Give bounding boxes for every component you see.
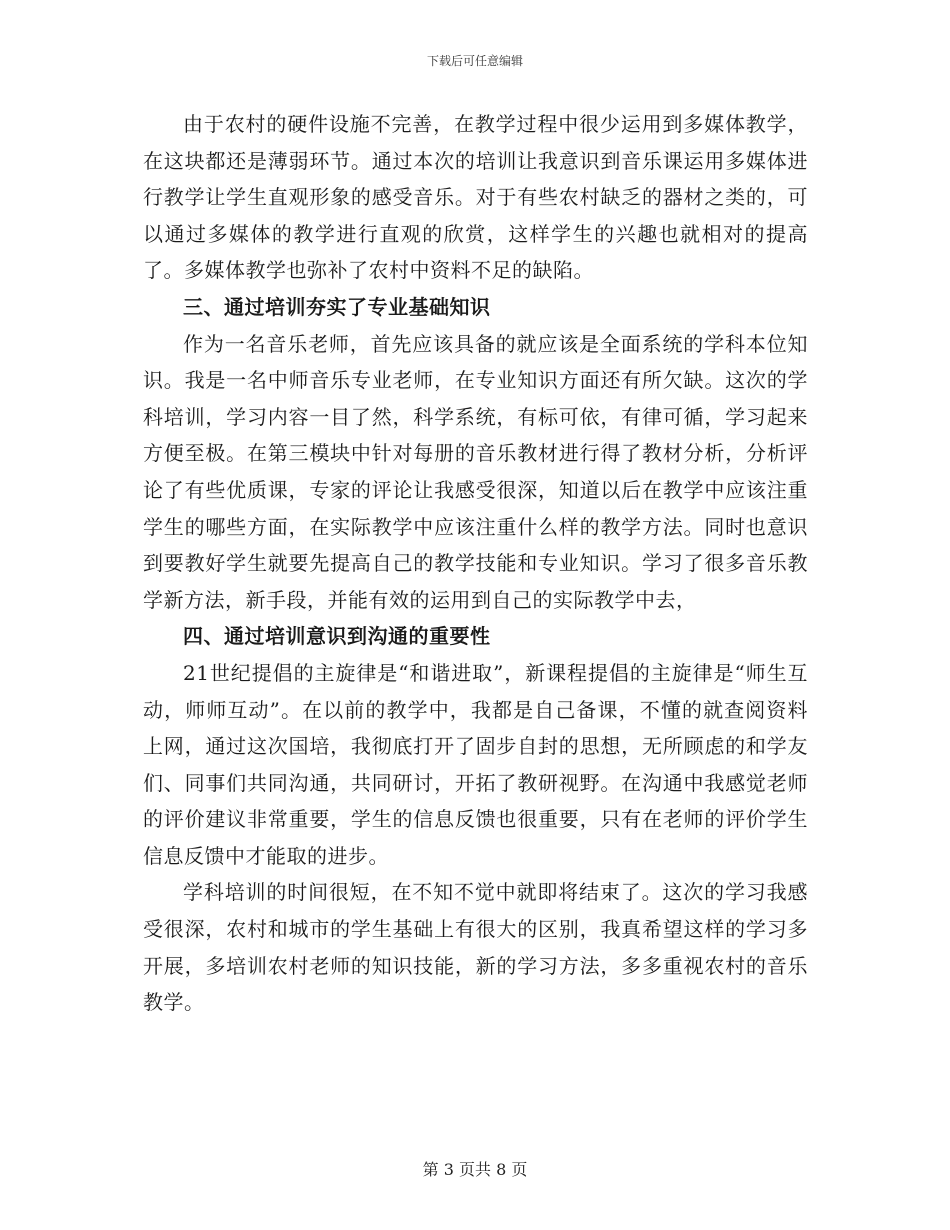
page-header: 下载后可任意编辑 bbox=[426, 54, 523, 68]
paragraph-multimedia: 由于农村的硬件设施不完善，在教学过程中很少运用到多媒体教学，在这块都还是薄弱环节。通过本次的培训让我意识到音乐课运用多媒体进行教学让学生直观形象的感受音乐。对于有些农村缺乏的器材之类的，可以通过多媒体的教学进行直观的欣赏，这样学生的兴趣也就相对的提高了。多媒体教学也弥补了农村中资料不足的缺陷。 bbox=[143, 112, 808, 283]
section-heading-3: 三、通过培训夯实了专业基础知识 bbox=[183, 294, 491, 319]
document-body bbox=[143, 106, 808, 1021]
paragraph-communication: 21世纪提倡的主旋律是“和谐进取”，新课程提倡的主旋律是“师生互动，师师互动”。在以前的教学中，我都是自己备课，不懂的就查阅资料上网，通过这次国培，我彻底打开了固步自封的思想，无所顾虑的和学友们、同事们共同沟通，共同研讨，开拓了教研视野。在沟通中我感觉老师的评价建议非常重要，学生的信息反馈也很重要，只有在老师的评价学生信息反馈中才能取的进步。 bbox=[143, 660, 808, 868]
paragraph-professional-knowledge: 作为一名音乐老师，首先应该具备的就应该是全面系统的学科本位知识。我是一名中师音乐专业老师，在专业知识方面还有所欠缺。这次的学科培训，学习内容一目了然，科学系统，有标可依，有律可循，学习起来方便至极。在第三模块中针对每册的音乐教材进行得了教材分析，分析评论了有些优质课，专家的评论让我感受很深，知道以后在教学中应该注重学生的哪些方面，在实际教学中应该注重什么样的教学方法。同时也意识到要教好学生就要先提高自己的教学技能和专业知识。学习了很多音乐教学新方法，新手段，并能有效的运用到自己的实际教学中去， bbox=[143, 331, 808, 612]
paragraph-conclusion: 学科培训的时间很短，在不知不觉中就即将结束了。这次的学习我感受很深，农村和城市的学生基础上有很大的区别，我真希望这样的学习多开展，多培训农村老师的知识技能，新的学习方法，多多重视农村的音乐教学。 bbox=[143, 880, 808, 1015]
page-footer: 第 3 页共 8 页 bbox=[422, 1160, 528, 1179]
section-heading-4: 四、通过培训意识到沟通的重要性 bbox=[183, 624, 491, 649]
